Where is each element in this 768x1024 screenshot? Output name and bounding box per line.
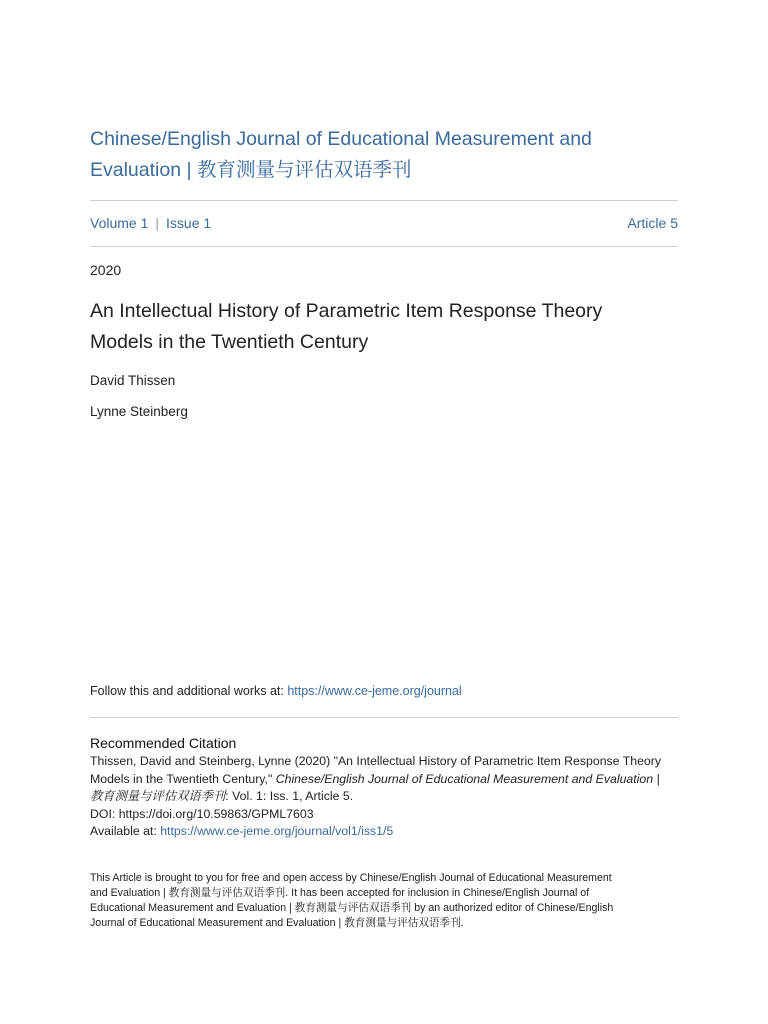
citation-divider — [90, 717, 678, 718]
volume-link[interactable]: Volume 1 — [90, 215, 149, 231]
article-number-link[interactable]: Article 5 — [627, 215, 678, 231]
issue-separator: | — [155, 215, 160, 231]
footer-line2: and Evaluation | 教育测量与评估双语季刊. It has been accepted for inclusion in Chinese/English Journal of — [90, 887, 590, 899]
citation-line2 — [90, 771, 678, 789]
article-title-line2: Models in the Twentieth Century — [90, 331, 369, 353]
journal-title-link[interactable] — [90, 124, 680, 186]
citation-available — [90, 823, 678, 841]
citation-heading: Recommended Citation — [90, 735, 237, 751]
footer-line1: This Article is brought to you for free and open access by Chinese/English Journal of Educational Measurement — [90, 872, 612, 884]
citation-volume-info: : Vol. 1: Iss. 1, Article 5. — [225, 789, 354, 804]
article-title-line1: An Intellectual History of Parametric Item Response Theory — [90, 300, 603, 322]
citation-journal-chinese-italic: 教育测量与评估双语季刊 — [90, 789, 226, 804]
citation-line2-plain: Models in the Twentieth Century," — [90, 771, 276, 786]
citation-line1: Thissen, David and Steinberg, Lynne (2020) "An Intellectual History of Parametric Item Response Theory — [90, 754, 661, 768]
article-title — [90, 296, 670, 358]
nav-divider — [90, 246, 678, 247]
footer-line4: Journal of Educational Measurement and Evaluation | 教育测量与评估双语季刊. — [90, 917, 464, 929]
citation-line3 — [90, 788, 678, 806]
author-2: Lynne Steinberg — [90, 404, 188, 419]
available-link[interactable]: https://www.ce-jeme.org/journal/vol1/iss1/5 — [160, 824, 394, 839]
author-1: David Thissen — [90, 373, 176, 388]
follow-journal-link[interactable]: https://www.ce-jeme.org/journal — [287, 684, 462, 698]
journal-title-line1: Chinese/English Journal of Educational Measurement and — [90, 128, 592, 150]
follow-line — [90, 684, 462, 698]
citation-journal-italic: Chinese/English Journal of Educational Measurement and Evaluation | — [275, 771, 660, 786]
publication-year: 2020 — [90, 262, 122, 278]
citation-doi: DOI: https://doi.org/10.59863/GPML7603 — [90, 806, 314, 821]
citation-body — [90, 753, 678, 841]
top-divider — [90, 200, 678, 201]
issue-navigation — [90, 213, 678, 233]
journal-title-line2: Evaluation | 教育测量与评估双语季刊 — [90, 159, 412, 181]
available-label: Available at: — [90, 824, 161, 839]
footer-note — [90, 871, 678, 931]
footer-line3: Educational Measurement and Evaluation | 教育测量与评估双语季刊 by an authorized editor of Chinese/English — [90, 902, 614, 914]
follow-text: Follow this and additional works at: — [90, 684, 288, 698]
issue-link[interactable]: Issue 1 — [166, 215, 212, 231]
